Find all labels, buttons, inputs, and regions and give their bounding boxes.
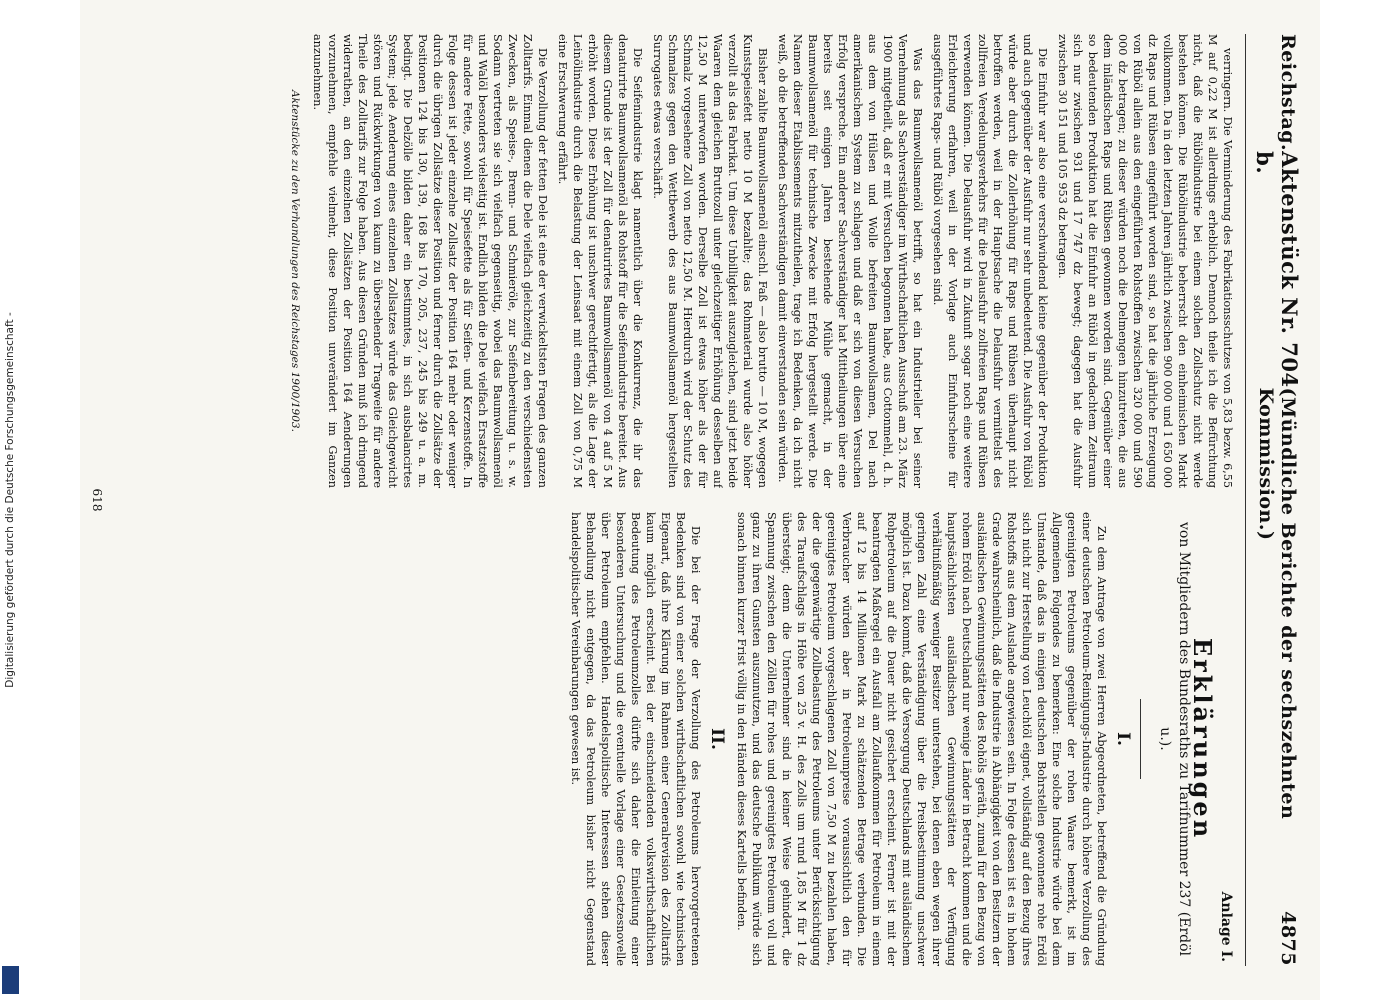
paragraph: Bisher zahlte Baumwollsamenöl einschl. Faß — also brutto — 10 M, wogegen Kunstspeisefett netto 10 M bezahlte; das Rohmaterial wurde also höher verzollt als das Fabrikat. Um diese Unbilligkeit auszugleichen, sind jetzt beide Waaren dem gleichen Bruttozoll unter gleichzeitiger Erhöhung desselben auf 12,50 M unterworfen worden. Derselbe Zoll ist etwas höher als der für Schmalz vorgesehene Zoll von netto 12,50 M. Hierdurch wird der Schutz des Schmalzes gegen den Wettbewerb des aus Baumwollsamenöl hergestellten Surrogates etwas verschärft. bbox=[651, 34, 769, 488]
credit-text: Digitalisierung gefördert durch die Deutsche Forschungsgemeinschaft - bbox=[4, 312, 16, 688]
scanned-sheet bbox=[80, 0, 1320, 1000]
document-page bbox=[80, 0, 1320, 1000]
paragraph: Zu dem Antrage von zwei Herren Abgeordneten, betreffend die Gründung einer deutschen Petroleum-Reinigungs-Industrie durch höhere Verzollung des gereinigten Petroleums gegenüber der rohen Waare bemerkt, ist im Allgemeinen Folgendes zu bemerken: Eine solche Industrie würde bei dem Umstande, daß das in einigen deutschen Bohrstellen gewonnene rohe Erdöl sich nicht zur Herstellung von Leuchtöl eignet, vollständig auf den Bezug ihres Rohstoffs aus dem Auslande angewiesen sein. In Folge dessen ist es in hohem Grade wahrscheinlich, daß die Industrie in Abhängigkeit von den Besitzern der ausländischen Gewinnungsstätten des Rohöls geräth, zumal für den Bezug von rohem Erdöl nach Deutschland nur wenige Länder in Betracht kommen und die hauptsächlichsten ausländischen Gewinnungsstätten der Verfügung verhältnißmäßig weniger Besitzer unterstehen, bei denen eben wegen ihrer geringen Zahl eine Verständigung über die Preisbestimmung unschwer möglich ist. Dazu kommt, daß die Versorgung Deutschlands mit ausländischem Rohpetroleum auf die Dauer nicht gesichert erscheint. Ferner ist mit der beantragten Maßregel ein Ausfall am Zollaufkommen für Petroleum in einem auf 12 bis 14 Millionen Mark zu schätzenden Betrage verbunden. Die Verbraucher würden aber in Petroleumpreise voraussichtlich den für gereinigtes Petroleum vorgeschlagenen Zoll von 7,50 M zu bezahlen haben, der die gegenwärtige Zollbelastung des Petroleums unter Berücksichtigung des Taraufschlags in Höhe von 25 v. H. des Zolls um rund 1,85 M für 1 dz übersteigt; denn die Unternehmer sind in keiner Weise gehindert, die Spannung zwischen den Zöllen für rohes und gereinigtes Petroleum voll und ganz zu ihren Gunsten auszunutzen, und das deutsche Publikum würde sich sonach binnen kurzer Frist völlig in den Händen dieses Kartells befinden. bbox=[735, 512, 1108, 966]
section-number-two: II. bbox=[707, 728, 727, 750]
paragraph: verringern. Die Verminderung des Fabrikationsschutzes von 5,83 bezw. 6,55 M auf 0,22 M ist allerdings erheblich. Dennoch theile ich die Befürchtung nicht, daß die Rübölindustrie bei einem solchen Zollschutz nicht werde bestehen können. Die Rübölindustrie beherrscht den einheimischen Markt vollkommen. Da in den letzten Jahren jährlich zwischen 900 000 und 1 650 000 dz Raps und Rübsen eingeführt worden sind, so hat die jährliche Erzeugung von Rüböl allein aus den eingeführten Rohstoffen zwischen 320 000 und 590 000 dz betragen; zu dieser würden noch die Delmengen hinzutreten, die aus dem inländischen Raps und Rübsen gewonnen worden sind. Gegenüber einer so bedeutenden Produktion hat die Einfuhr an Rüböl in gedachtem Zeitraum sich nur zwischen 931 und 17 747 dz bewegt; dagegen hat die Ausfuhr zwischen 30 151 und 105 953 dz betragen. bbox=[1056, 34, 1234, 488]
paragraph: Die Verzollung der fetten Dele ist eine der verwickeltsten Fragen des ganzen Zolltarifs. Einmal dienen die Dele vielfach gleichzeitig zu den verschiedensten Zwecken, als Speise-, Brenn- und Schmieröle, zur Seifenbereitung u. s. w. Sodann vertreten sie sich vielfach gegenseitig, wobei das Baumwollsamenöl und Walöl besonders vielseitig ist. Endlich bilden die Dele vielfach Ersatzstoffe für andere Fette, sowohl für Speisefette als für Seifen- und Kerzenstoffe. In Folge dessen ist jeder einzelne Zollsatz der Position 164 mehr oder weniger durch die übrigen Zollsätze dieser Position und ferner durch die Zollsätze der Positionen 124 bis 130, 139, 168 bis 170, 205, 237, 245 bis 249 u. a. m. bedingt. Die Delzölle bilden daher ein bestimmtes, in sich ausbalancirtes System; jede Aenderung eines einzelnen Zollsatzes würde das Gleichgewicht stören und Rückwirkungen von kaum zu übersehender Tragweite für andere Theile des Zolltarifs zur Folge haben. Aus diesen Gründen muß ich dringend widerrathen, an den einzelnen Zollsätzen der Position 164 Aenderungen vorzunehmen, empfehle vielmehr, diese Position unverändert im Ganzen anzunehmen. bbox=[311, 34, 549, 488]
header-document-number: Aktenstück Nr. 704 b. bbox=[1252, 151, 1302, 388]
header-page-number: 4875 bbox=[1277, 911, 1299, 966]
paragraph: Die Einfuhr war also eine verschwindend kleine gegenüber der Produktion und auch gegenüber der Ausfuhr nur sehr unbedeutend. Die Ausfuhr von Rüböl würde aber durch die Zollerhöhung für Raps und Rübsen überhaupt nicht betroffen werden, weil in der Hauptsache die Delausfuhr vermittelst des zollfreien Veredelungsverkehrs für die Delausfuhr zollfreien Raps und Rübsen verwenden können. Die Delausfuhr wird in Zukunft sogar noch eine weitere Erleichterung erfahren, weil in der Vorlage auch Einfuhrscheine für ausgeführtes Raps- und Rüböl vorgesehen sind. bbox=[931, 34, 1049, 488]
divider bbox=[1140, 699, 1141, 779]
header-right: (Mündliche Berichte der sechszehnten Kommission.) bbox=[1255, 387, 1299, 820]
anlage-label: Anlage I. bbox=[1218, 891, 1234, 962]
paragraph: Die bei der Frage der Verzollung des Petroleums hervorgetretenen Bedenken sind von einer solchen wirthschaftlichen sowohl wie technischen Eigenart, daß ihre Klärung im Rahmen einer Generalrevision des Zolltarifs kaum möglich erscheint. Bei der einschneidenden volkswirthschaftlichen Bedeutung des Petroleumzolles dürfte sich daher die Einleitung einer besonderen Untersuchung und die eventuelle Vorlage einer Gesetzesnovelle über Petroleum empfehlen. Handelspolitische Interessen stehen dieser Behandlung nicht entgegen, da das Petroleum bisher nicht Gegenstand handelspolitischer Vereinbarungen gewesen ist. bbox=[569, 512, 702, 966]
digitization-credit bbox=[0, 0, 22, 1000]
section-one-body bbox=[734, 512, 1109, 966]
section-two-body bbox=[568, 512, 703, 966]
section-number-one: I. bbox=[1113, 732, 1133, 746]
page-number: 618 bbox=[90, 488, 104, 512]
text-columns bbox=[95, 34, 1235, 966]
section-subheading: von Mitgliedern des Bundesraths zu Tarifnummer 237 (Erdöl u.). bbox=[1157, 521, 1192, 957]
dfg-logo bbox=[2, 966, 19, 994]
paragraph: Die Seifenindustrie klagt namentlich über die Konkurrenz, die ihr das denaturirte Baumwollsamenöl als Rohstoff für die Seifenindustrie bereitet. Aus diesem Grunde ist der Zoll für denaturirtes Baumwollsamenöl von 4 auf 5 M erhöht worden. Diese Erhöhung ist unschwer gerechtfertigt, als die Lage der Leinölindustrie durch die Belastung der Leinsaat mit einem Zoll von 0,75 M eine Erschwerung erfährt. bbox=[556, 34, 644, 488]
paragraph: Was das Baumwollsamenöl betrifft, so hat ein Industrieller bei seiner Vernehmung als Sachverständiger im Wirthschaftlichen Ausschuß am 23. März 1900 mitgetheilt, daß er mit Versuchen begonnen habe, aus Cottonmehl, d. h. aus dem von Hülsen und Wolle befreiten Baumwollsamen, Del nach amerikanischem System zu schlagen und daß er sich von diesen Versuchen Erfolg verspreche. Ein anderer Sachverständiger hat Mittheilungen über eine bereits seit einigen Jahren bestehende Mühle gemacht, in der Baumwollsamenöl für technische Zwecke mit Erfolg hergestellt werde. Die Namen dieser Etablissements mitzutheilen, trage ich Bedenken, da ich nicht weiß, ob die betreffenden Sachverständigen damit einverstanden sein würden. bbox=[776, 34, 924, 488]
header-left: Reichstag. bbox=[1277, 34, 1299, 152]
section-heading: Erklärungen bbox=[1188, 637, 1217, 841]
right-column bbox=[95, 512, 1235, 966]
running-head bbox=[1245, 34, 1302, 966]
source-footer: Aktenstücke zu den Verhandlungen des Reichstages 1900/1903. bbox=[289, 90, 301, 432]
left-column bbox=[95, 34, 1235, 488]
